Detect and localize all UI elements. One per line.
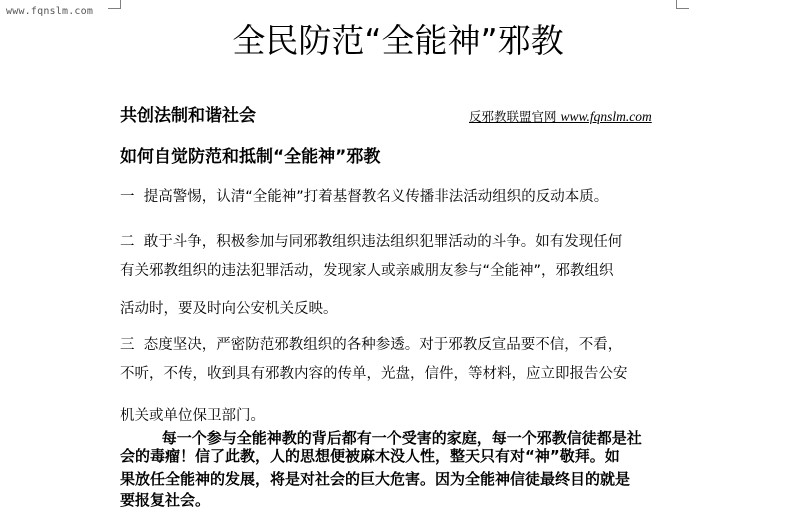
body-line: 二 敢于斗争，积极参加与同邪教组织违法组织犯罪活动的斗争。如有发现任何 [120, 234, 623, 250]
section-heading: 如何自觉防范和抵制“全能神”邪教 [120, 147, 381, 167]
body-line: 一 提高警惕，认清“全能神”打着基督教名义传播非法活动组织的反动本质。 [120, 189, 609, 205]
body-line: 三 态度坚决，严密防范邪教组织的各种参透。对于邪教反宣品要不信，不看， [120, 337, 623, 353]
emphasis-line: 会的毒瘤！信了此教，人的思想便被麻木没人性，整天只有对“神”敬拜。如 [120, 447, 620, 465]
document-subtitle: 共创法制和谐社会 [120, 106, 256, 126]
body-line: 不听，不传，收到具有邪教内容的传单，光盘，信件，等材料，应立即报告公安 [120, 366, 628, 382]
site-watermark: www.fqnslm.com [6, 6, 94, 17]
body-line: 机关或单位保卫部门。 [120, 408, 265, 424]
document-title: 全民防范“全能神”邪教 [232, 21, 564, 60]
source-prefix: 反邪教联盟官网 [469, 109, 561, 124]
body-line: 有关邪教组织的违法犯罪活动，发现家人或亲戚朋友参与“全能神”，邪教组织 [120, 263, 614, 279]
emphasis-line: 果放任全能神的发展，将是对社会的巨大危害。因为全能神信徒最终目的就是 [120, 470, 631, 488]
source-url: www.fqnslm.com [560, 109, 652, 124]
body-line: 活动时，要及时向公安机关反映。 [120, 301, 338, 317]
page-margin-corner-top-left [108, 0, 121, 9]
emphasis-line: 每一个参与全能神教的背后都有一个受害的家庭，每一个邪教信徒都是社 [120, 429, 642, 447]
source-link[interactable] [469, 108, 652, 126]
page-margin-corner-top-right [676, 0, 689, 9]
emphasis-line: 要报复社会。 [120, 491, 211, 509]
